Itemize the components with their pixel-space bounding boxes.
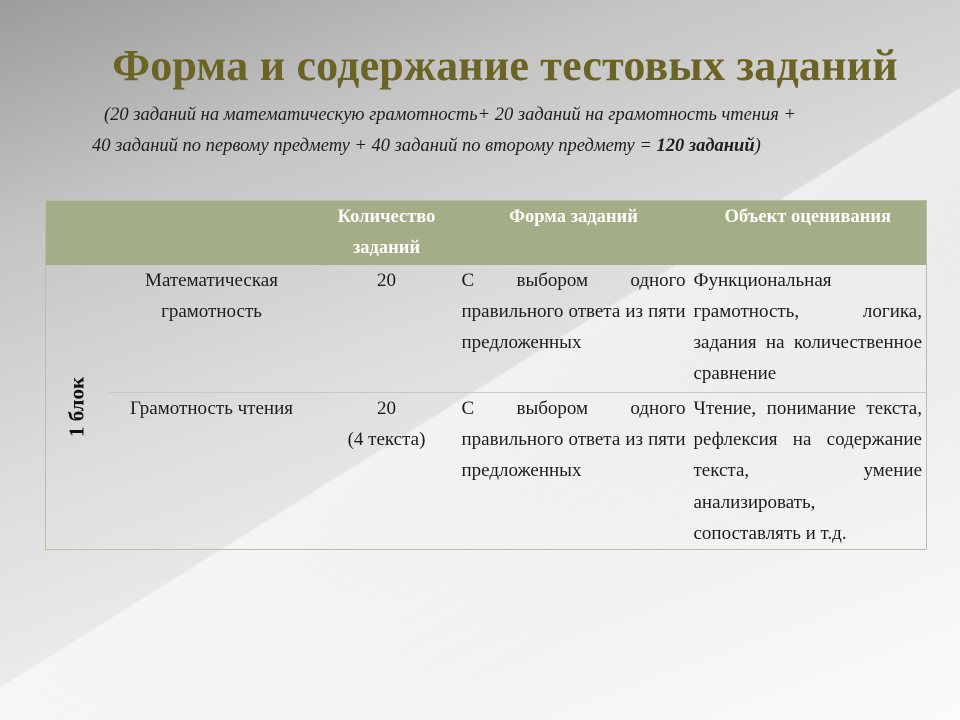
row-count-note: (4 текста) <box>347 429 426 451</box>
header-subject <box>108 201 316 265</box>
header-corner <box>46 201 108 265</box>
row-count <box>316 265 458 393</box>
row-object: Чтение, понимание текста, рефлексия на содержание текста, умение анализировать, сопоставлять и т.д. <box>690 392 927 549</box>
slide-title: Форма и содержание тестовых заданий <box>112 41 898 90</box>
header-count: Количество заданий <box>316 201 458 265</box>
row-object: Функциональная грамотность, логика, задания на количественное сравнение <box>693 269 922 385</box>
row-count-value: 20 <box>377 397 396 419</box>
table-header-row <box>46 201 927 265</box>
subtitle-total: 120 заданий <box>656 136 755 156</box>
subtitle-closing: ) <box>754 136 761 156</box>
tests-table <box>45 200 927 550</box>
subtitle <box>92 100 912 162</box>
subtitle-line-2 <box>92 131 912 162</box>
row-subject: Грамотность чтения <box>108 392 316 549</box>
row-subject: Математическая грамотность <box>145 269 278 322</box>
subtitle-line-1: (20 заданий на математическую грамотность+ 20 заданий на грамотность чтения + <box>104 105 797 125</box>
subtitle-line-2-text: 40 заданий по первому предмету + 40 заданий по второму предмету = <box>92 136 657 156</box>
table-row <box>46 392 927 549</box>
header-form: Форма заданий <box>458 201 690 265</box>
block-label: 1 блок <box>64 376 89 437</box>
table-row <box>46 265 927 393</box>
row-form: С выбором одного правильного ответа из пяти предложенных <box>461 269 686 354</box>
header-object: Объект оценивания <box>690 201 927 265</box>
block-label-cell <box>46 265 108 550</box>
row-count-value: 20 <box>377 269 396 291</box>
row-count <box>316 392 458 549</box>
row-form: С выбором одного правильного ответа из пяти предложенных <box>458 392 690 549</box>
